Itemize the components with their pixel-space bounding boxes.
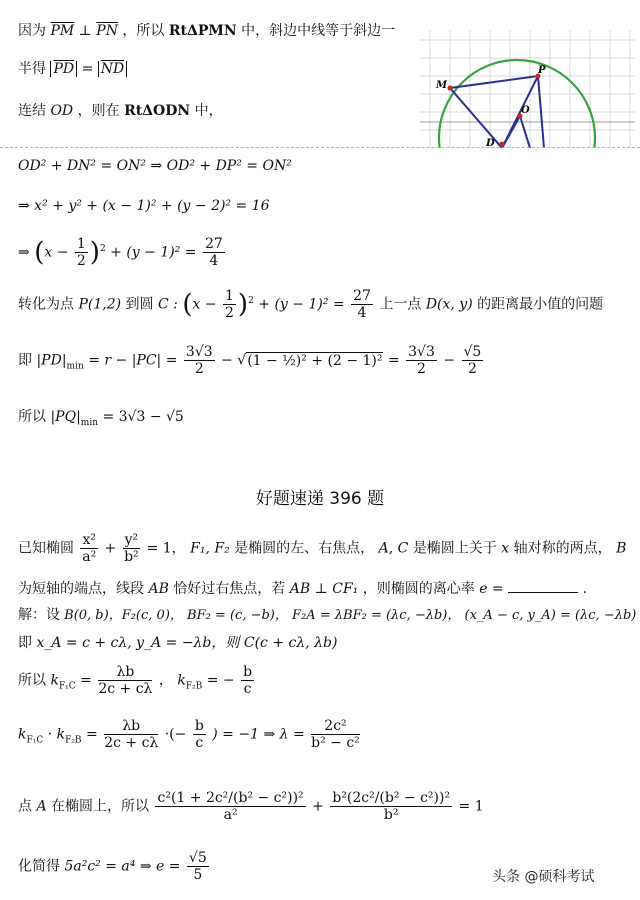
solution-line-2: 即 x_A = c + cλ, y_A = −λb，则 C(c + cλ, λb) [18, 635, 338, 651]
vector-nd: $\overline{ND}$ [100, 61, 125, 77]
problem-line-1: 已知椭圆 $\frac{\text{x²}}{\text{a²}}$ + $\frac{\text{y²}}{\text{b²}}$ = 1， F₁, F₂ 是椭圆的左、右焦点， A, C 是椭圆上关于 x 轴对称的两点， B [18, 532, 627, 566]
top-line-1: 因为 $\overline{PM}$ ⊥ $\overline{PN}$ ，所以 RtΔPMN 中，斜边中线等于斜边一 [18, 23, 396, 39]
top-line-3: 连结 OD ，则在 RtΔODN 中， [18, 103, 223, 119]
equation-3: ⇒ (x − $\frac{1}{2}$ )$^2$ + (y − 1)² = $\frac{27}{4}$ [18, 236, 223, 270]
conversion-line: 转化为点 P(1,2) 到圆 C : (x − $\frac{1}{2}$ )$^2$ + (y − 1)² = $\frac{27}{4}$ 上一点 D(x, y) 的距离最小值的问题 [18, 288, 604, 322]
solution-line-6: 化简得 5a²c² = a⁴ ⇒ e = $\frac{√5}{5}$ [18, 850, 207, 884]
vector-pm: $\overline{PM}$ [50, 23, 75, 39]
geometry-figure [420, 30, 635, 148]
vector-pn: $\overline{PN}$ [96, 23, 118, 39]
equation-1: OD² + DN² = ON² ⇒ OD² + DP² = ON² [18, 158, 292, 174]
label-d: D [486, 138, 495, 148]
answer-blank [508, 592, 578, 593]
rt-triangle-pmn: RtΔPMN [168, 23, 237, 39]
label-p: P [538, 65, 546, 76]
solution-line-4: $k_{F_1C} \cdot k_{F_2B}$ = $\frac{\lambda b}{2c + c\lambda}$ ·(− $\frac{b}{c}$ ) = −1 ⇒ λ = $\frac{\text{2c²}}{\text{b² − c²}}$ [18, 718, 360, 752]
watermark: 头条 @硕科考试 [492, 869, 595, 885]
problem-line-2: 为短轴的端点，线段 AB 恰好过右焦点，若 AB ⊥ CF₁ ，则椭圆的离心率 e = ． [18, 581, 597, 597]
vector-pd: $\overline{PD}$ [53, 61, 75, 77]
minimum-line: 即 $|PD|_{min} = r - |PC|$ = $\frac{3√3}{2}$ − √(1 − ½)² + (2 − 1)² = $\frac{3√3}{2}$ − $\frac{√5}{2}$ [18, 344, 482, 378]
solution-line-3: 所以 $k_{F_1C}$ = $\frac{\lambda b}{2c + c\lambda}$ ， $k_{F_2B}$ = − $\frac{b}{c}$ [18, 664, 253, 698]
result-line: 所以 $|PQ|_{min} = 3√3 - √5$ [18, 409, 184, 428]
solution-line-5: 点 A 在椭圆上，所以 $\frac{\text{c²(1 + 2c²/(b² − c²))²}}{\text{a²}}$ + $\frac{\text{b²(2c²/(b² − c²))²}}{\text{b²}}$ = 1 [18, 790, 484, 824]
top-line-2: 半得 $\overline{PD} = \overline{ND}$ [18, 58, 127, 78]
circle [439, 60, 595, 148]
solution-line-1: 解：设 B(0, b)，F₂(c, 0)， BF₂ = (c, −b)， F₂A = λBF₂ = (λc, −λb)， (x_A − c, y_A) = (λc, −λb) [18, 607, 637, 623]
problem-heading: 好题速递 396 题 [255, 489, 385, 509]
page-break-line [0, 147, 640, 148]
equation-2: ⇒ x² + y² + (x − 1)² + (y − 2)² = 16 [18, 198, 270, 214]
label-m: M [436, 80, 448, 91]
label-o: O [521, 105, 530, 116]
